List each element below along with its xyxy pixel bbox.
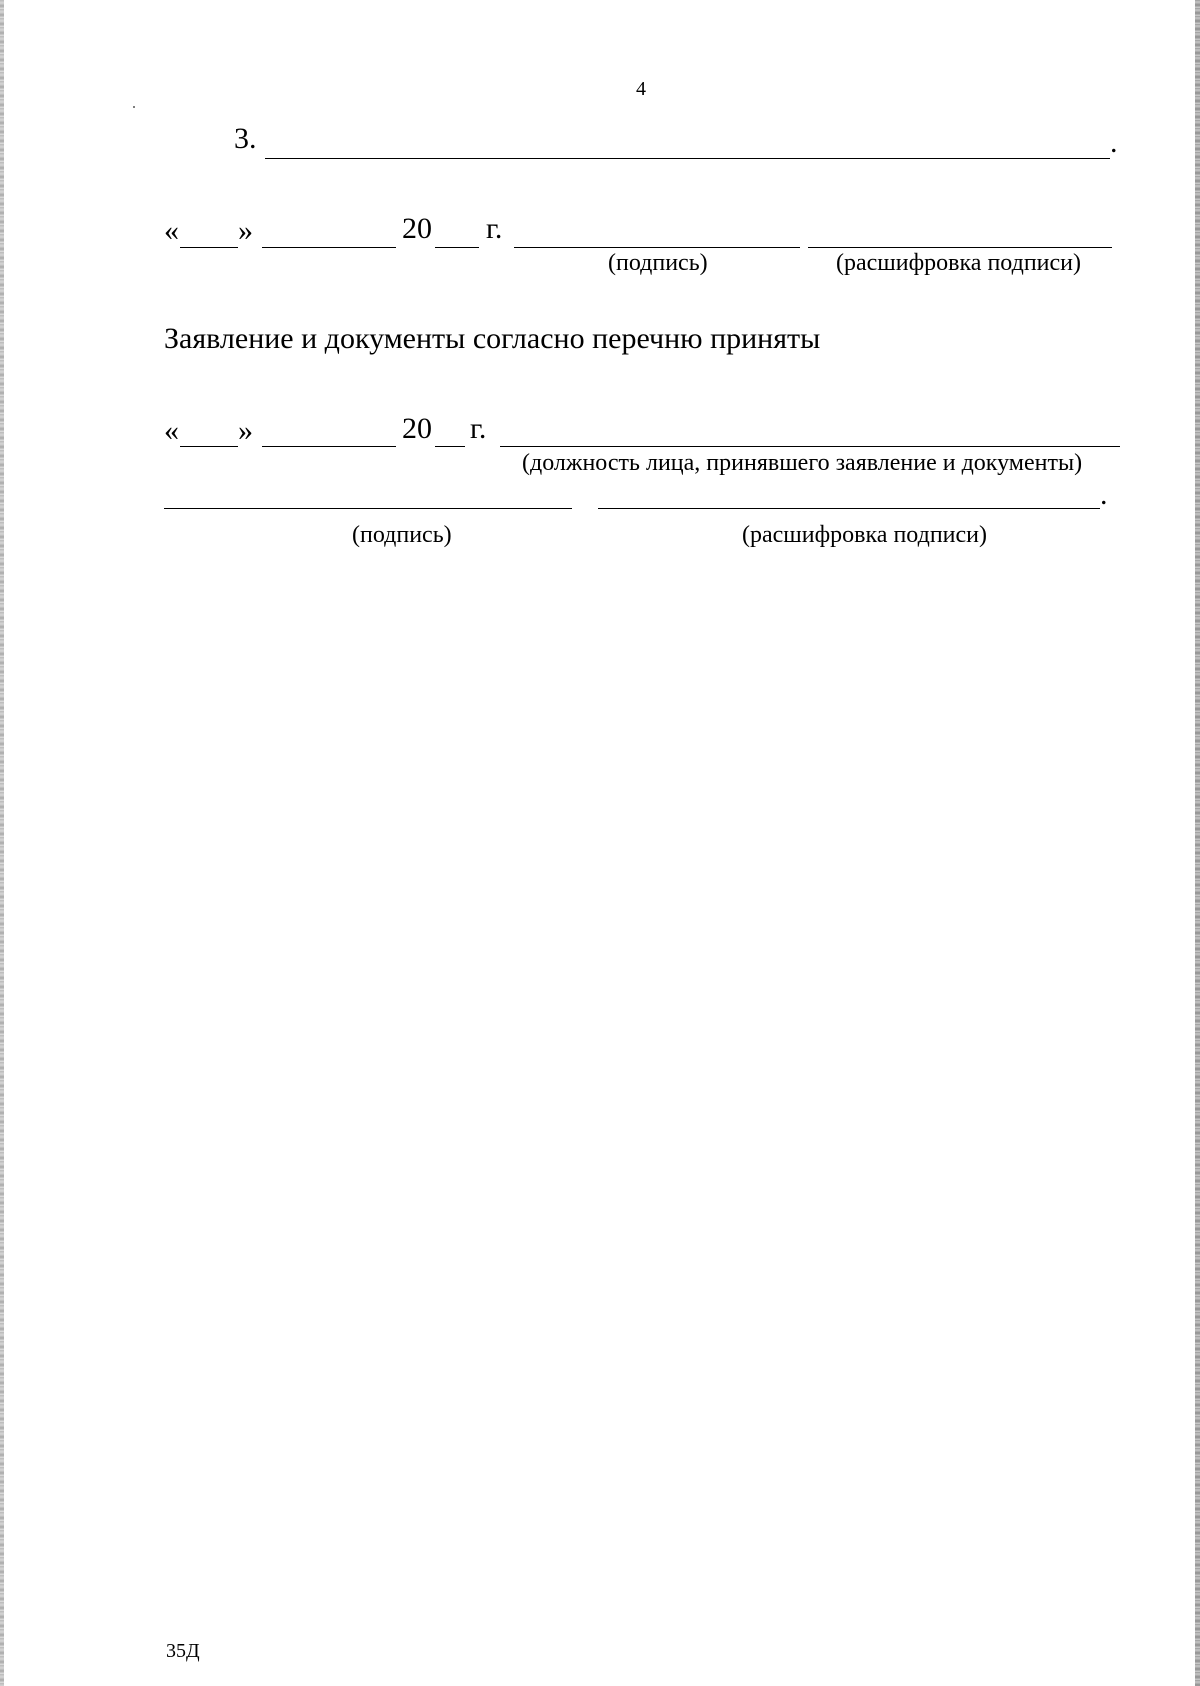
scan-speck bbox=[133, 106, 135, 108]
acceptor-year-prefix: 20 bbox=[402, 412, 432, 445]
applicant-year-field[interactable] bbox=[435, 247, 479, 248]
page-number: 4 bbox=[636, 78, 646, 100]
applicant-year-prefix: 20 bbox=[402, 212, 432, 245]
applicant-close-quote: » bbox=[238, 214, 253, 247]
applicant-decoding-caption: (расшифровка подписи) bbox=[836, 250, 1081, 276]
applicant-signature-field[interactable] bbox=[514, 247, 800, 248]
acceptor-year-field[interactable] bbox=[435, 446, 465, 447]
acceptor-year-suffix: г. bbox=[470, 412, 487, 445]
item-fill-line[interactable] bbox=[265, 158, 1110, 159]
acceptor-open-quote: « bbox=[164, 414, 179, 447]
acceptor-position-field[interactable] bbox=[500, 446, 1120, 447]
acceptor-signature-caption: (подпись) bbox=[352, 522, 452, 548]
applicant-signature-caption: (подпись) bbox=[608, 250, 708, 276]
applicant-decoding-field[interactable] bbox=[808, 247, 1112, 248]
acceptor-signature-field[interactable] bbox=[164, 508, 572, 509]
applicant-day-field[interactable] bbox=[180, 247, 238, 248]
acceptor-end-mark: . bbox=[1100, 478, 1108, 511]
acceptor-position-caption: (должность лица, принявшего заявление и документы) bbox=[522, 450, 1083, 476]
item-number: 3. bbox=[234, 122, 257, 155]
acceptor-close-quote: » bbox=[238, 414, 253, 447]
acceptor-decoding-caption: (расшифровка подписи) bbox=[742, 522, 987, 548]
acceptor-decoding-field[interactable] bbox=[598, 508, 1100, 509]
applicant-month-field[interactable] bbox=[262, 247, 396, 248]
accepted-heading: Заявление и документы согласно перечню приняты bbox=[164, 322, 821, 355]
acceptor-day-field[interactable] bbox=[180, 446, 238, 447]
applicant-open-quote: « bbox=[164, 214, 179, 247]
footer-code: 35Д bbox=[166, 1640, 200, 1662]
acceptor-month-field[interactable] bbox=[262, 446, 396, 447]
item-end-mark: . bbox=[1110, 126, 1118, 159]
applicant-year-suffix: г. bbox=[486, 212, 503, 245]
scan-edge-left bbox=[0, 0, 4, 1686]
scan-edge-right bbox=[1195, 0, 1200, 1686]
